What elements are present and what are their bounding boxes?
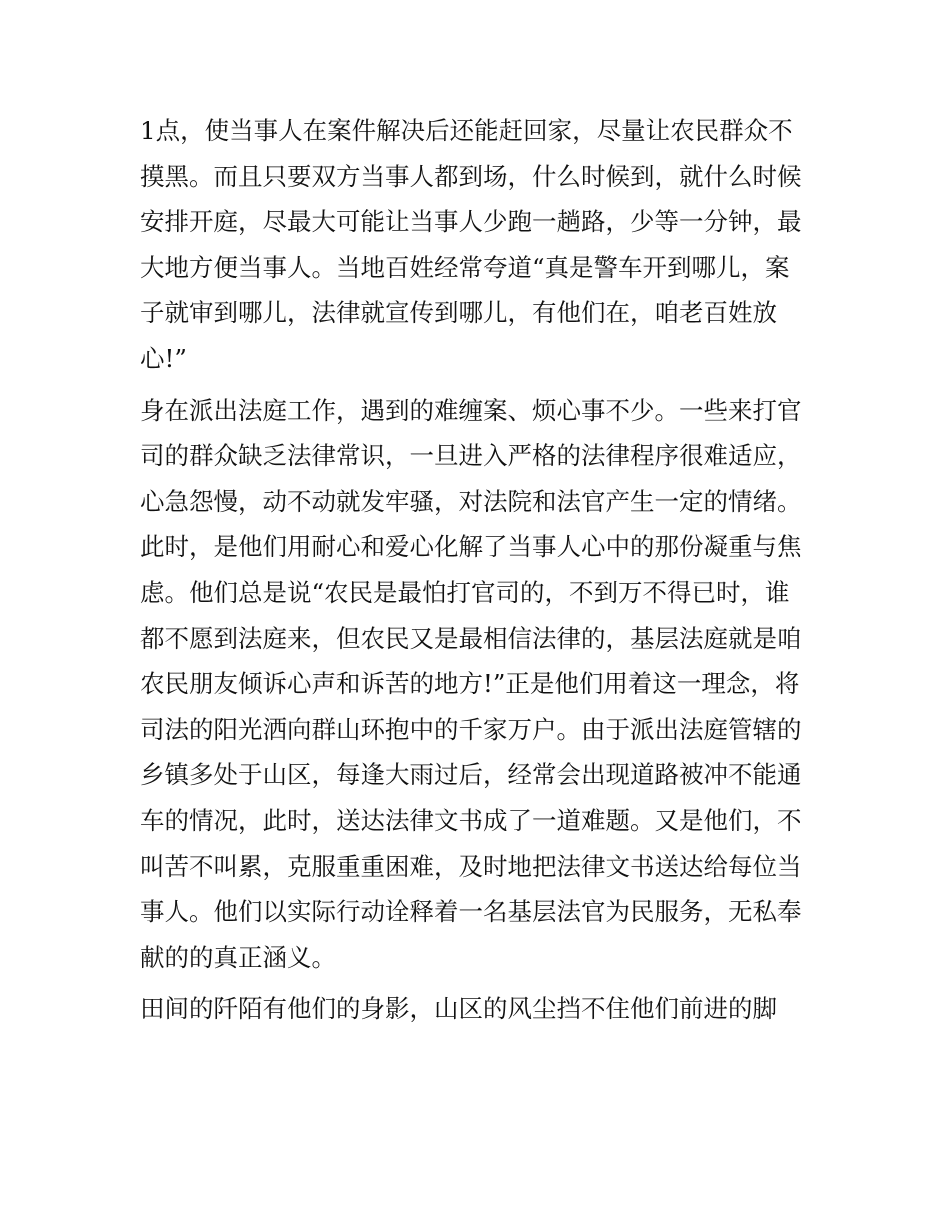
text-line: 1点，使当事人在案件解决后还能赶回家，尽量让农民群众不 [140, 116, 793, 145]
text-line: 车的情况，此时，送达法律文书成了一道难题。又是他们，不 [140, 805, 802, 835]
text-line: 此时，是他们用耐心和爱心化解了当事人心中的那份凝重与焦 [140, 532, 802, 562]
text-line: 司的群众缺乏法律常识，一旦进入严格的法律程序很难适应， [140, 441, 802, 471]
text-line: 都不愿到法庭来，但农民又是最相信法律的，基层法庭就是咱 [140, 623, 802, 653]
text-line: 虑。他们总是说“农民是最怕打官司的，不到万不得已时，谁 [140, 577, 790, 607]
paragraph-1 [140, 108, 820, 382]
text-line: 安排开庭，尽最大可能让当事人少跑一趟路，少等一分钟，最 [140, 207, 802, 237]
text-line: 农民朋友倾诉心声和诉苦的地方!”正是他们用着这一理念，将 [140, 669, 800, 699]
paragraph-2 [140, 388, 820, 981]
paragraph-3 [140, 986, 820, 1032]
text-line: 摸黑。而且只要双方当事人都到场，什么时候到，就什么时候 [140, 161, 802, 191]
text-line: 司法的阳光洒向群山环抱中的千家万户。由于派出法庭管辖的 [140, 714, 802, 744]
text-line: 大地方便当事人。当地百姓经常夸道“真是警车开到哪儿，案 [140, 252, 790, 282]
text-line: 事人。他们以实际行动诠释着一名基层法官为民服务，无私奉 [140, 897, 802, 927]
text-line: 心急怨慢，动不动就发牢骚，对法院和法官产生一定的情绪。 [140, 486, 802, 516]
text-line: 心!” [140, 343, 187, 373]
body-text [140, 108, 820, 1032]
text-line: 乡镇多处于山区，每逢大雨过后，经常会出现道路被冲不能通 [140, 760, 802, 790]
text-line: 叫苦不叫累，克服重重困难，及时地把法律文书送达给每位当 [140, 851, 802, 881]
text-line: 子就审到哪儿，法律就宣传到哪儿，有他们在，咱老百姓放 [140, 298, 777, 328]
text-line: 田间的阡陌有他们的身影，山区的风尘挡不住他们前进的脚 [140, 994, 777, 1024]
text-line: 身在派出法庭工作，遇到的难缠案、烦心事不少。一些来打官 [140, 395, 802, 425]
text-line: 献的的真正涵义。 [140, 942, 336, 972]
